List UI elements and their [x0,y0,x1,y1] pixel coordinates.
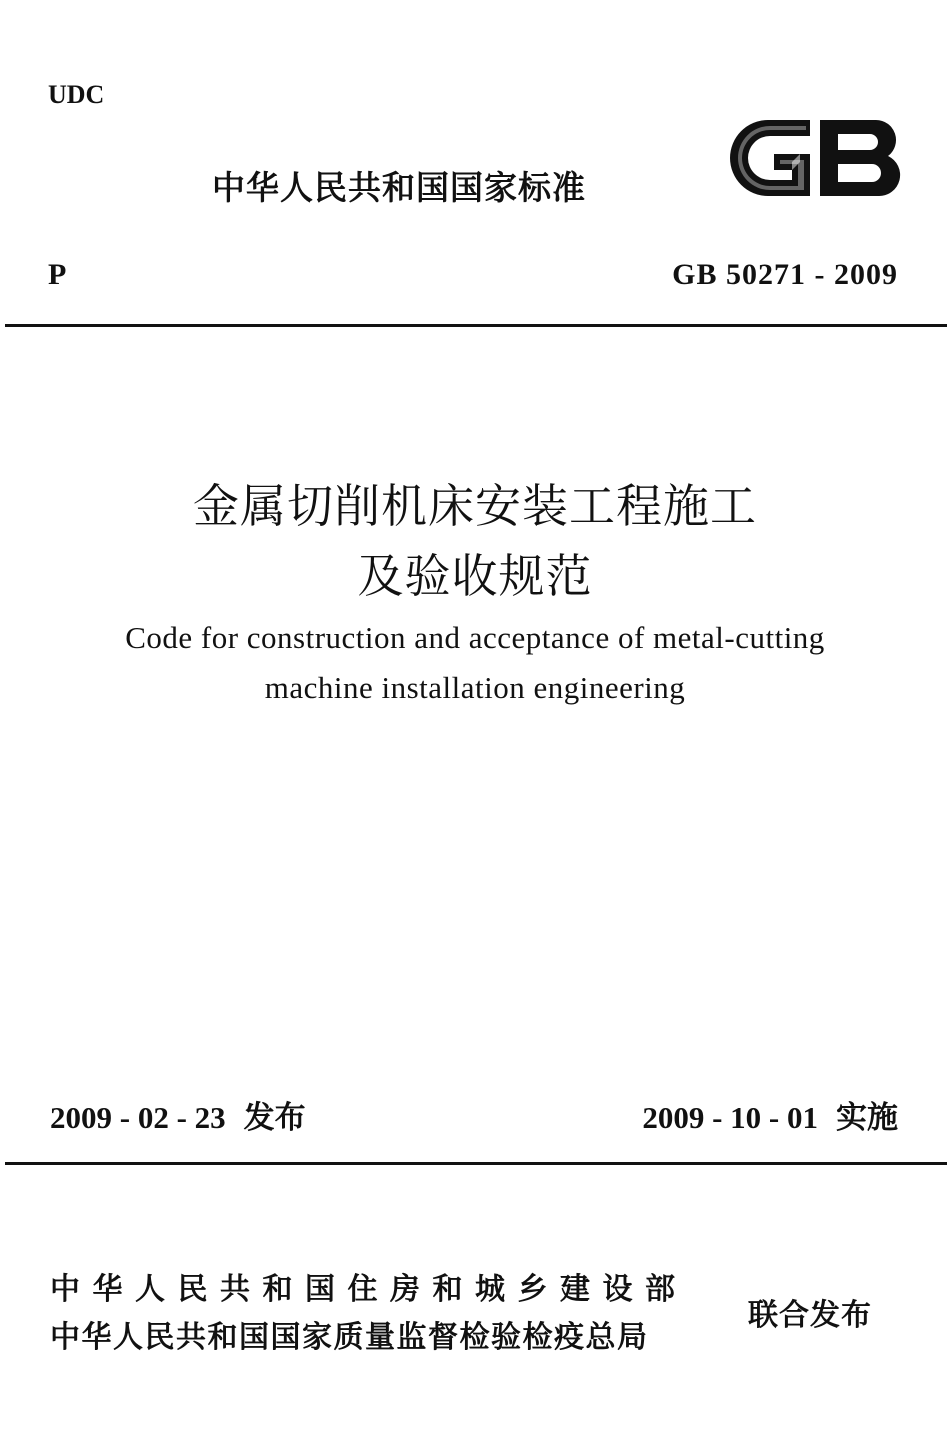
implement-date-block [642,1092,898,1137]
publisher-ministry: 中华人民共和国住房和城乡建设部 [50,1272,688,1307]
issue-date-block [50,1092,306,1137]
gb-logo [728,112,904,204]
implement-label: 实施 [836,1100,898,1136]
udc-label: UDC [48,80,105,109]
issue-date: 2009 - 02 - 23 [50,1100,226,1135]
standard-number: GB 50271 - 2009 [672,258,898,291]
issue-label: 发布 [243,1100,306,1136]
category-code: P [48,258,67,291]
implement-date: 2009 - 10 - 01 [642,1100,818,1135]
title-cn-line1: 金属切削机床安装工程施工 [193,479,757,533]
top-divider [5,324,947,327]
bottom-divider [5,1162,947,1165]
title-en-line2: machine installation engineering [264,670,686,705]
joint-publish-label: 联合发布 [748,1298,872,1333]
publisher-aqsiq: 中华人民共和国国家质量监督检验检疫总局 [50,1320,649,1355]
title-cn-line2: 及验收规范 [357,549,593,603]
title-en-line1: Code for construction and acceptance of metal-cutting [125,620,825,655]
national-standard-heading: 中华人民共和国国家标准 [212,168,586,207]
gb-logo-text: GB [728,112,730,113]
